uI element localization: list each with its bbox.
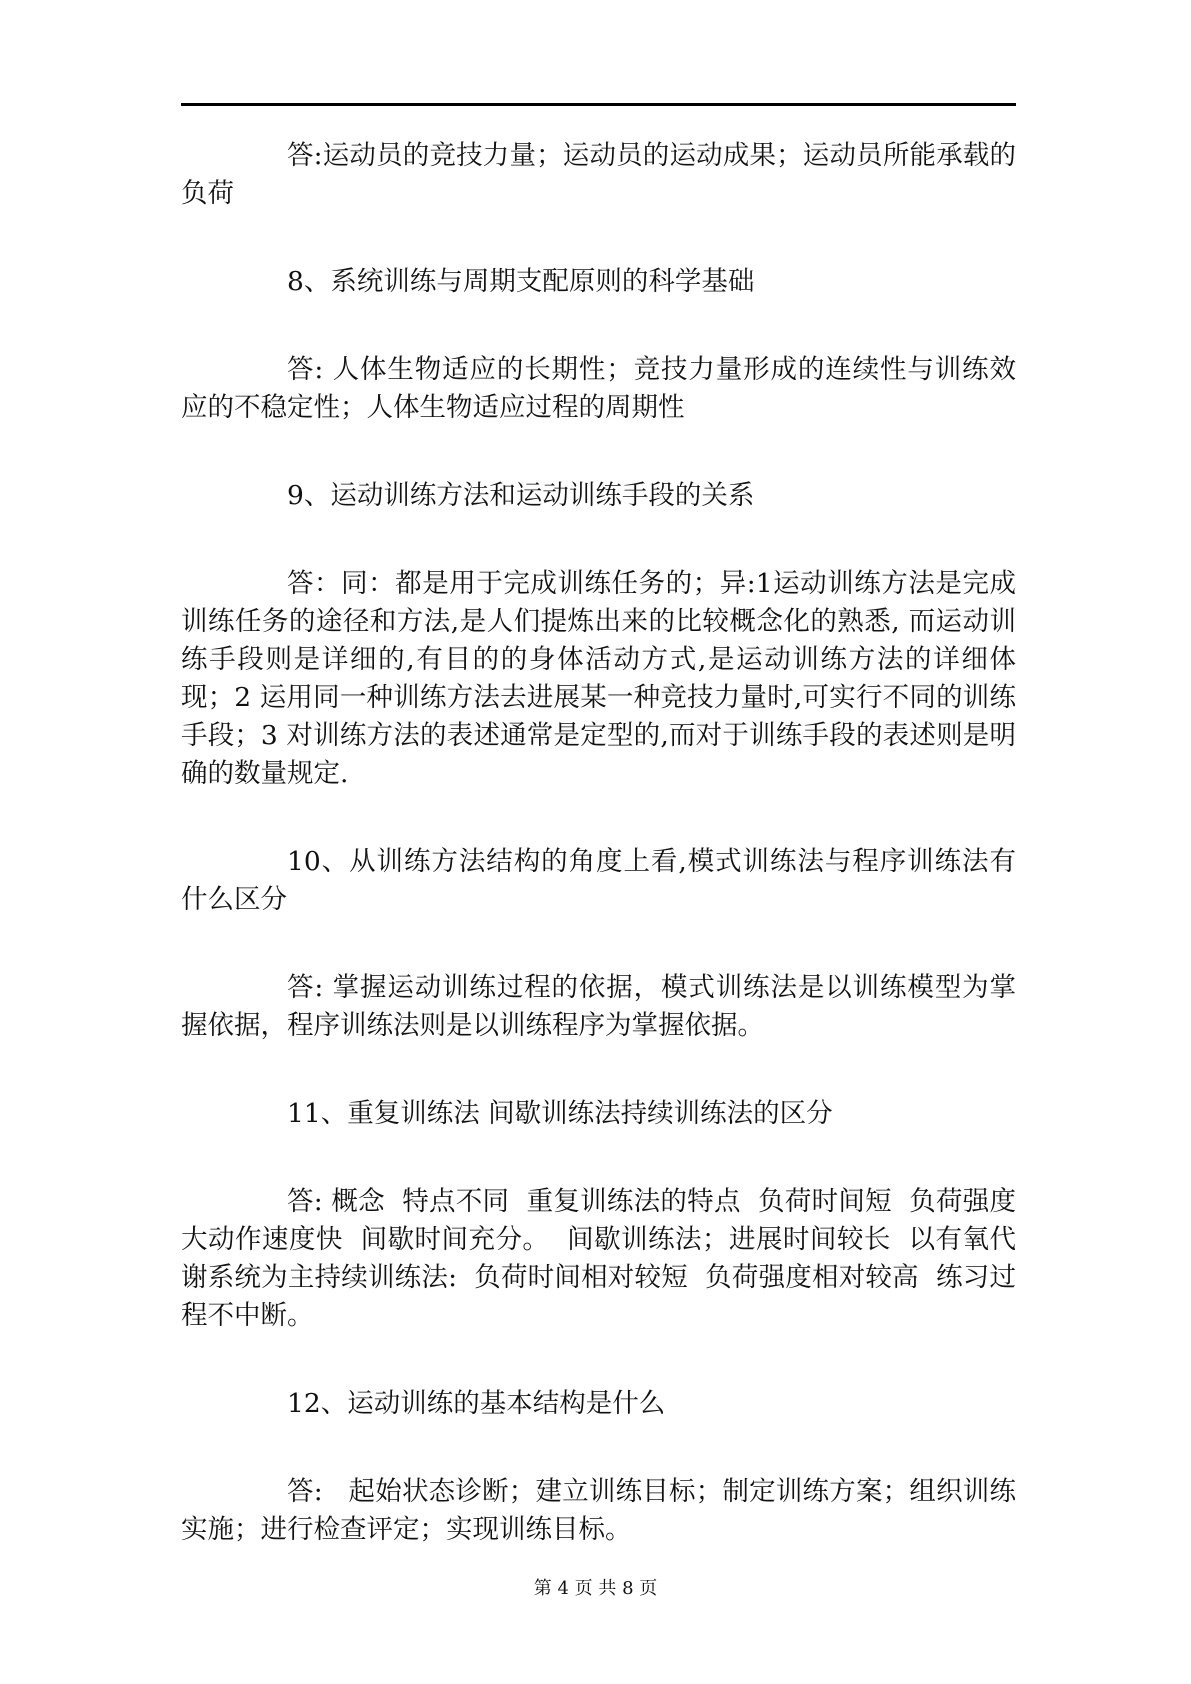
- paragraph-gap: [181, 793, 1016, 843]
- question-heading: 10、从训练方法结构的角度上看,模式训练法与程序训练法有什么区分: [181, 846, 1016, 915]
- question-heading: 8、系统训练与周期支配原则的科学基础: [287, 266, 755, 297]
- paragraph-gap: [181, 1045, 1016, 1095]
- paragraph-gap: [181, 1423, 1016, 1473]
- answer-paragraph: 答: 掌握运动训练过程的依据，模式训练法是以训练模型为掌握依据，程序训练法则是以训练程序为掌握依据。: [181, 972, 1016, 1041]
- answer-paragraph: 答: 人体生物适应的长期性；竞技力量形成的连续性与训练效应的不稳定性；人体生物适应过程的周期性: [181, 354, 1016, 423]
- paragraph-gap: [181, 213, 1016, 263]
- question-heading: 9、运动训练方法和运动训练手段的关系: [287, 480, 755, 511]
- answer-paragraph: 答: 概念 特点不同 重复训练法的特点 负荷时间短 负荷强度大动作速度快 间歇时间充分。 间歇训练法；进展时间较长 以有氧代谢系统为主持续训练法: 负荷时间相对较短 负荷强度相对较高 练习过程不中断。: [181, 1186, 1016, 1331]
- paragraph-gap: [181, 301, 1016, 351]
- paragraph-gap: [181, 515, 1016, 565]
- answer-paragraph: 答：同：都是用于完成训练任务的；异:1运动训练方法是完成训练任务的途径和方法,是人们提炼出来的比较概念化的熟悉, 而运动训练手段则是详细的,有目的的身体活动方式,是运动训练方法的详细体现；2 运用同一种训练方法去进展某一种竞技力量时,可实行不同的训练手段；3 对训练方法的表述通常是定型的,而对于训练手段的表述则是明确的数量规定.: [181, 568, 1016, 789]
- paragraph-gap: [181, 1335, 1016, 1385]
- question-heading: 12、运动训练的基本结构是什么: [287, 1388, 666, 1419]
- header-rule: [181, 103, 1016, 106]
- answer-paragraph: 答:运动员的竞技力量；运动员的运动成果；运动员所能承载的负荷: [181, 140, 1016, 209]
- answer-paragraph: 答: 起始状态诊断；建立训练目标；制定训练方案；组织训练实施；进行检查评定；实现训练目标。: [181, 1476, 1016, 1545]
- document-body: [181, 137, 1016, 1549]
- paragraph-gap: [181, 1133, 1016, 1183]
- question-heading: 11、重复训练法 间歇训练法持续训练法的区分: [287, 1098, 833, 1129]
- paragraph-gap: [181, 427, 1016, 477]
- page-number-footer: 第 4 页 共 8 页: [533, 1578, 658, 1599]
- paragraph-gap: [181, 919, 1016, 969]
